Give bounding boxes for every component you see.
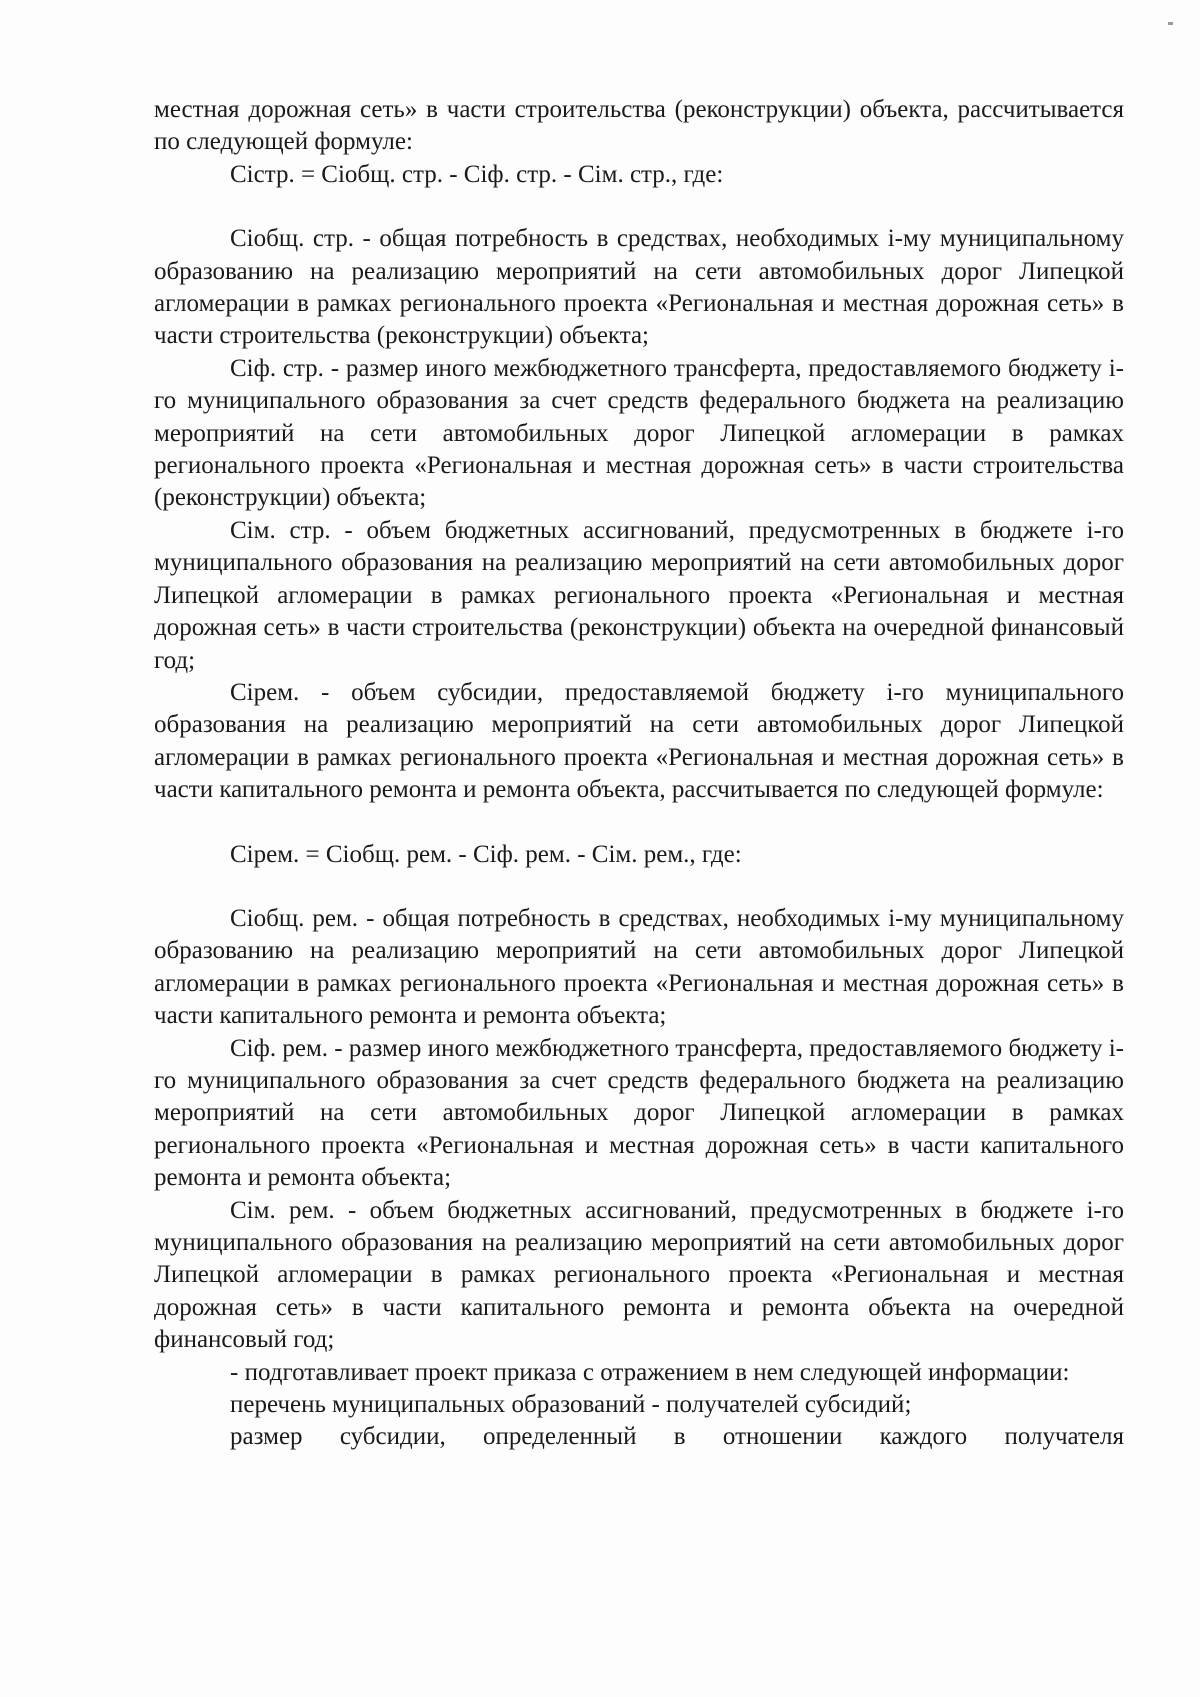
definition-federal-repair: Сiф. рем. - размер иного межбюджетного трансферта, предоставляемого бюджету i-го муниципального образования за счет средств федерального бюджета на реализацию мероприятий на сети автомобильных дорог Липецкой агломерации в рамках регионального проекта «Региональная и местная дорожная сеть» в части капитального ремонта и ремонта объекта; [154, 1034, 1124, 1192]
definition-total-repair: Сiобщ. рем. - общая потребность в средствах, необходимых i-му муниципальному образованию на реализацию мероприятий на сети автомобильных дорог Липецкой агломерации в рамках регионального проекта «Региональная и местная дорожная сеть» в части капитального ремонта и ремонта объекта; [154, 904, 1124, 1030]
definition-federal-construction: Сiф. стр. - размер иного межбюджетного трансферта, предоставляемого бюджету i-го муниципального образования за счет средств федерального бюджета на реализацию мероприятий на сети автомобильных дорог Липецкой агломерации в рамках регионального проекта «Региональная и местная дорожная сеть» в части строительства (реконструкции) объекта; [154, 354, 1124, 512]
definition-municipal-construction: Сiм. стр. - объем бюджетных ассигнований, предусмотренных в бюджете i-го муниципального образования на реализацию мероприятий на сети автомобильных дорог Липецкой агломерации в рамках регионального проекта «Региональная и местная дорожная сеть» в части строительства (реконструкции) объекта на очередной финансовый год; [154, 516, 1124, 674]
scan-mark [1168, 22, 1173, 25]
paragraph-continuation: местная дорожная сеть» в части строительства (реконструкции) объекта, рассчитывается по следующей формуле: [154, 96, 1124, 156]
spacer [154, 191, 1124, 223]
list-item-subsidy-size: размер субсидии, определенный в отношении каждого получателя [230, 1423, 1124, 1451]
document-body [154, 94, 1124, 1454]
formula-construction: Сiстр. = Сiобщ. стр. - Сiф. стр. - Сiм. стр., где: [230, 160, 724, 188]
list-item-recipients: перечень муниципальных образований - получателей субсидий; [230, 1391, 912, 1419]
order-preparation: - подготавливает проект приказа с отражением в нем следующей информации: [230, 1358, 1070, 1386]
definition-total-construction: Сiобщ. стр. - общая потребность в средствах, необходимых i-му муниципальному образованию на реализацию мероприятий на сети автомобильных дорог Липецкой агломерации в рамках регионального проекта «Региональная и местная дорожная сеть» в части строительства (реконструкции) объекта; [154, 225, 1124, 350]
spacer [154, 807, 1124, 839]
definition-municipal-repair: Сiм. рем. - объем бюджетных ассигнований, предусмотренных в бюджете i-го муниципального образования на реализацию мероприятий на сети автомобильных дорог Липецкой агломерации в рамках регионального проекта «Региональная и местная дорожная сеть» в части капитального ремонта и ремонта объекта на очередной финансовый год; [154, 1196, 1124, 1354]
definition-subsidy-repair: Сiрем. - объем субсидии, предоставляемой бюджету i-го муниципального образования на реализацию мероприятий на сети автомобильных дорог Липецкой агломерации в рамках регионального проекта «Региональная и местная дорожная сеть» в части капитального ремонта и ремонта объекта, рассчитывается по следующей формуле: [154, 678, 1124, 804]
formula-repair: Сiрем. = Сiобщ. рем. - Сiф. рем. - Сiм. рем., где: [230, 840, 742, 868]
spacer [154, 871, 1124, 903]
